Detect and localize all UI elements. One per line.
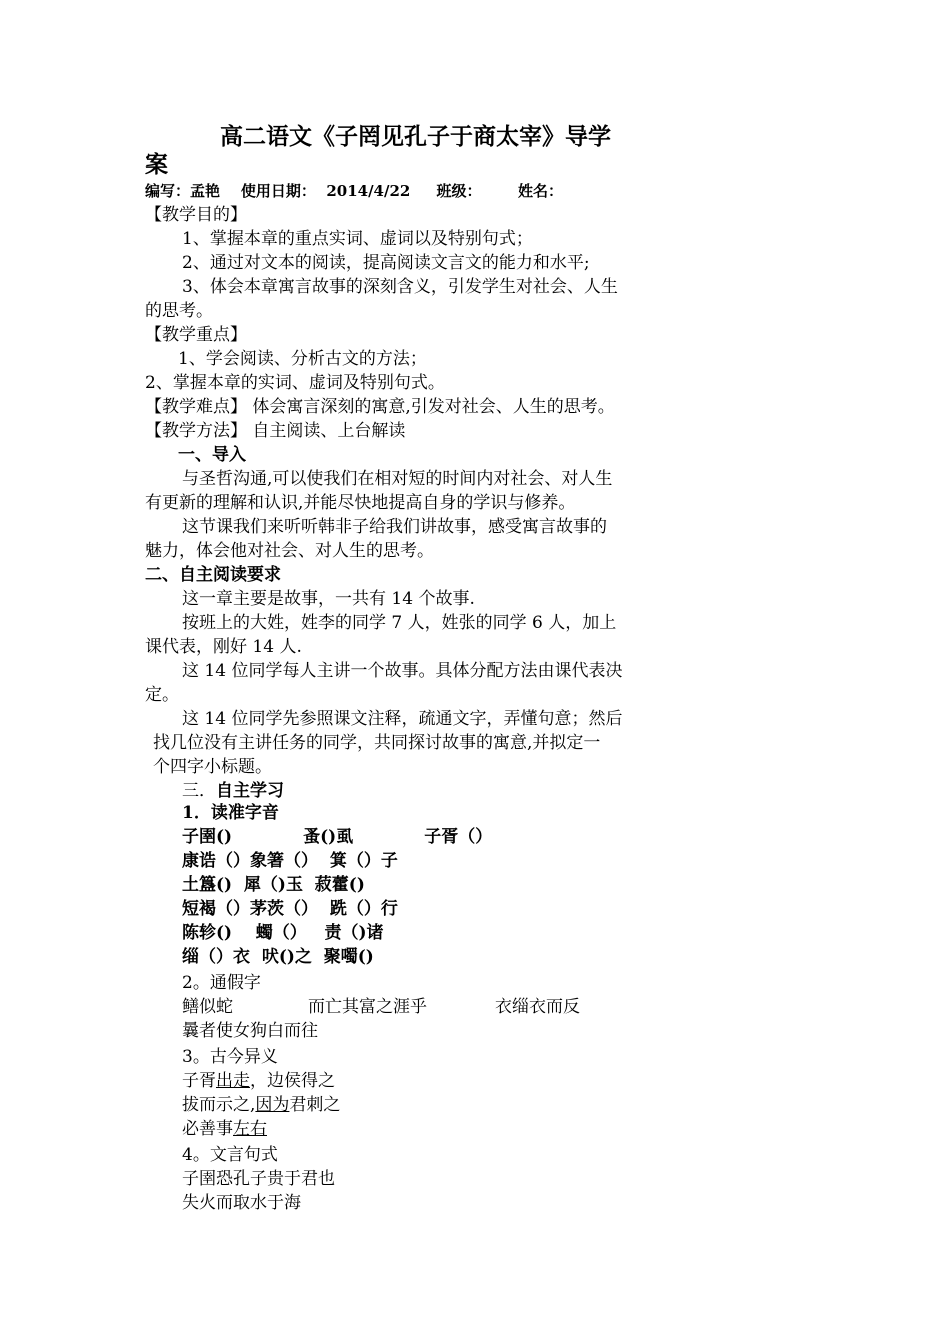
study-heading — [182, 780, 284, 802]
gujin-line — [182, 1094, 340, 1116]
gujin-text: ，边侯得之 — [250, 1071, 335, 1091]
gujin-underlined-term: 左右 — [233, 1119, 267, 1139]
reading-line: 课代表，刚好 14 人. — [145, 637, 302, 657]
reading-line: 这 14 位同学先参照课文注释，疏通文字，弄懂句意；然后 — [182, 709, 623, 729]
reading-line: 按班上的大姓，姓李的同学 7 人，姓张的同学 6 人，加上 — [182, 613, 617, 633]
intro-line: 与圣哲沟通,可以使我们在相对短的时间内对社会、对人生 — [182, 469, 613, 489]
reading-heading: 二、自主阅读要求 — [145, 565, 281, 585]
syntax-line: 失火而取水于海 — [182, 1193, 301, 1213]
difficulty-line: 【教学难点】 体会寓言深刻的寓意,引发对社会、人生的思考。 — [145, 397, 615, 417]
pronunciation-heading: 1．读准字音 — [182, 803, 279, 823]
objectives-heading: 【教学目的】 — [145, 205, 247, 225]
intro-line: 有更新的理解和认识,并能尽快地提高自身的学识与修养。 — [145, 493, 576, 513]
pronunciation-row: 缁（）衣 吠()之 聚噣() — [182, 947, 374, 967]
gujin-text: 子胥 — [182, 1071, 216, 1091]
pronunciation-row: 土簋() 犀（)玉 菽藿() — [182, 875, 365, 895]
gujin-heading: 3。古今异义 — [182, 1047, 278, 1067]
meta-info: 编写：孟艳 使用日期： 2014/4/22 班级： 姓名： — [145, 182, 564, 200]
gujin-underlined-term: 出走 — [216, 1071, 250, 1091]
key-point-item: 2、掌握本章的实词、虚词及特别句式。 — [145, 373, 445, 393]
gujin-text: 必善事 — [182, 1119, 233, 1139]
pronunciation-row: 康诰（）象箸（） 箕（）子 — [182, 851, 398, 871]
tongjia-extra: 曩者使女狗白而往 — [182, 1021, 318, 1041]
syntax-heading: 4。文言句式 — [182, 1145, 278, 1165]
gujin-text: 拔而示之, — [182, 1095, 256, 1115]
study-heading-prefix: 三． — [182, 781, 216, 801]
pronunciation-row: 子圉() 蚤()虱 子胥（） — [182, 827, 493, 847]
gujin-underlined-term: 因为 — [255, 1095, 290, 1115]
reading-line: 这 14 位同学每人主讲一个故事。具体分配方法由课代表决 — [182, 661, 623, 681]
objective-item: 的思考。 — [145, 301, 213, 321]
syntax-line: 子圉恐孔子贵于君也 — [182, 1169, 335, 1189]
pronunciation-row: 陈轸() 蠋（） 责（)诸 — [182, 923, 384, 943]
reading-line: 个四字小标题。 — [153, 757, 272, 777]
intro-heading: 一、导入 — [178, 445, 246, 465]
tongjia-item: 衣缁衣而反 — [495, 997, 580, 1017]
tongjia-item: 而亡其富之涯乎 — [308, 997, 427, 1017]
reading-line: 这一章主要是故事，一共有 14 个故事. — [182, 589, 475, 609]
gujin-line — [182, 1070, 335, 1092]
objective-item: 1、掌握本章的重点实词、虚词以及特别句式； — [182, 229, 533, 249]
key-point-item: 1、学会阅读、分析古文的方法； — [178, 349, 427, 369]
tongjia-heading: 2。通假字 — [182, 973, 261, 993]
method-line: 【教学方法】 自主阅读、上台解读 — [145, 421, 406, 441]
objective-item: 2、通过对文本的阅读，提高阅读文言文的能力和水平; — [182, 253, 590, 273]
objective-item: 3、体会本章寓言故事的深刻含义，引发学生对社会、人生 — [182, 277, 618, 297]
key-points-heading: 【教学重点】 — [145, 325, 247, 345]
intro-line: 魅力，体会他对社会、对人生的思考。 — [145, 541, 434, 561]
gujin-text: 君刺之 — [289, 1095, 341, 1115]
pronunciation-row: 短褐（）茅茨（） 跣（）行 — [182, 899, 398, 919]
title-line-2: 案 — [145, 151, 168, 178]
intro-line: 这节课我们来听听韩非子给我们讲故事，感受寓言故事的 — [182, 517, 607, 537]
reading-line: 找几位没有主讲任务的同学，共同探讨故事的寓意,并拟定一 — [153, 733, 601, 753]
study-heading-text: 自主学习 — [216, 781, 284, 801]
reading-line: 定。 — [145, 685, 179, 705]
tongjia-item: 鳝似蛇 — [182, 997, 233, 1017]
title-line-1: 高二语文《子罔见孔子于商太宰》导学 — [220, 123, 611, 150]
gujin-line — [182, 1118, 267, 1140]
